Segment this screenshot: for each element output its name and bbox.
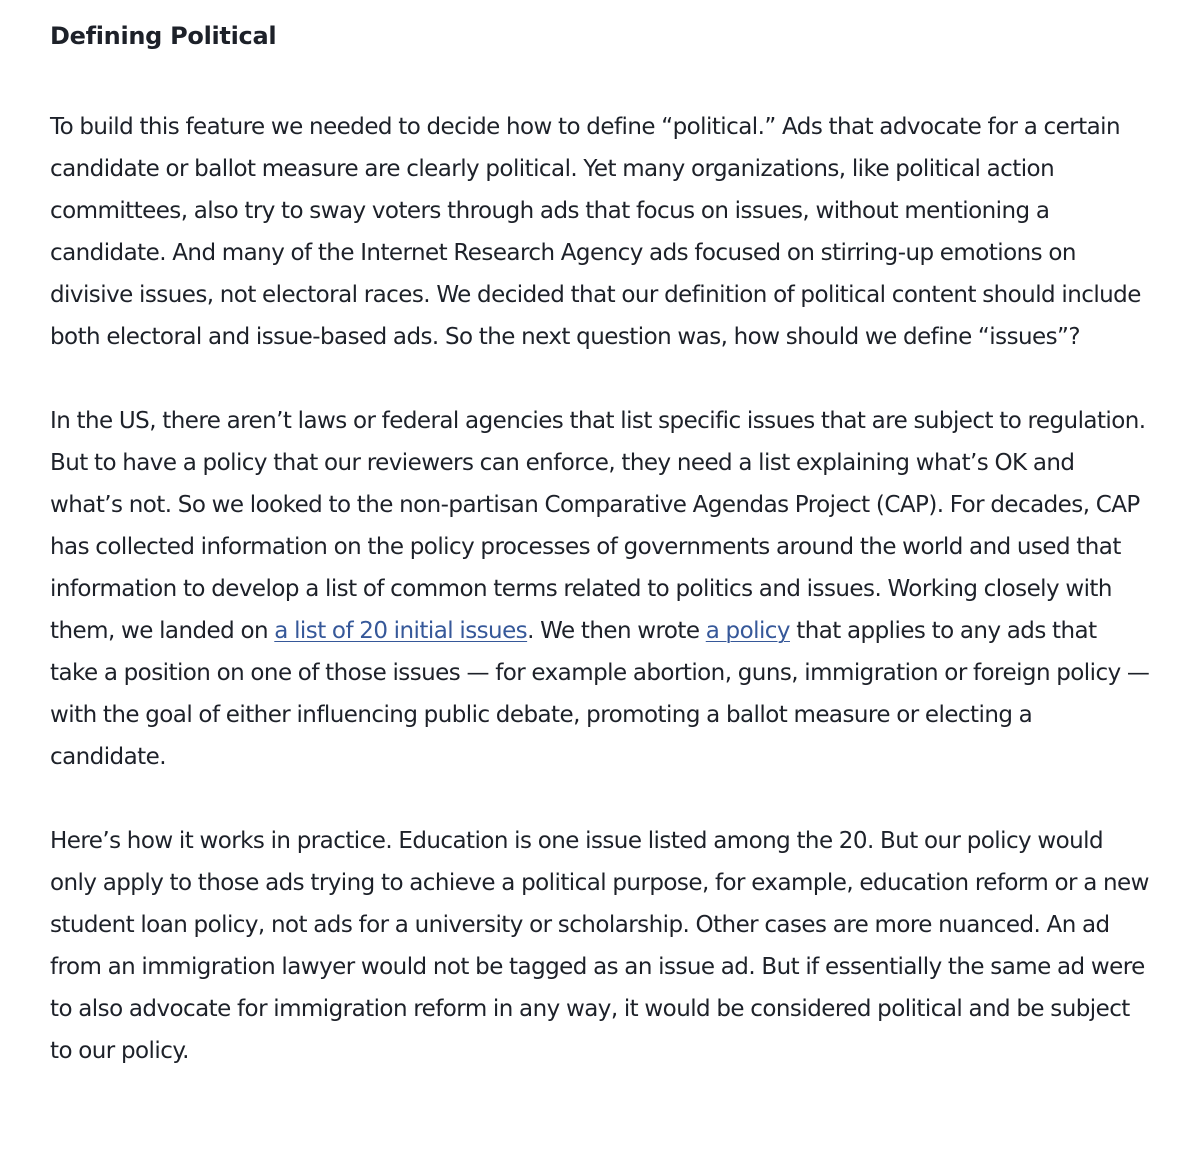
paragraph-text: . We then wrote bbox=[527, 618, 706, 644]
policy-link[interactable]: a policy bbox=[705, 618, 790, 644]
paragraph-text: In the US, there aren’t laws or federal agencies that list specific issues that are subject to regulation. But to have a policy that our reviewers can enforce, they need a list explaining what’s OK and what’s not. So we looked to the non-partisan Comparative Agendas Project (CAP). For decades, CAP has collected information on the policy processes of governments around the world and used that information to develop a list of common terms related to politics and issues. Working closely with them, we landed on bbox=[50, 408, 1146, 644]
issues-list-link[interactable]: a list of 20 initial issues bbox=[274, 618, 528, 644]
article-body bbox=[50, 14, 1150, 1072]
section-heading: Defining Political bbox=[50, 22, 277, 50]
paragraph-issue-list bbox=[50, 400, 1150, 778]
paragraph-in-practice: Here’s how it works in practice. Education is one issue listed among the 20. But our policy would only apply to those ads trying to achieve a political purpose, for example, education reform or a new student loan policy, not ads for a university or scholarship. Other cases are more nuanced. An ad from an immigration lawyer would not be tagged as an issue ad. But if essentially the same ad were to also advocate for immigration reform in any way, it would be considered political and be subject to our policy. bbox=[50, 828, 1149, 1064]
paragraph-defining-political: To build this feature we needed to decide how to define “political.” Ads that advocate for a certain candidate or ballot measure are clearly political. Yet many organizations, like political action committees, also try to sway voters through ads that focus on issues, without mentioning a candidate. And many of the Internet Research Agency ads focused on stirring-up emotions on divisive issues, not electoral races. We decided that our definition of political content should include both electoral and issue-based ads. So the next question was, how should we define “issues”? bbox=[50, 114, 1141, 350]
paragraph-text: that applies to any ads that take a position on one of those issues — for example abortion, guns, immigration or foreign policy — with the goal of either influencing public debate, promoting a ballot measure or electing a candidate. bbox=[50, 618, 1150, 770]
